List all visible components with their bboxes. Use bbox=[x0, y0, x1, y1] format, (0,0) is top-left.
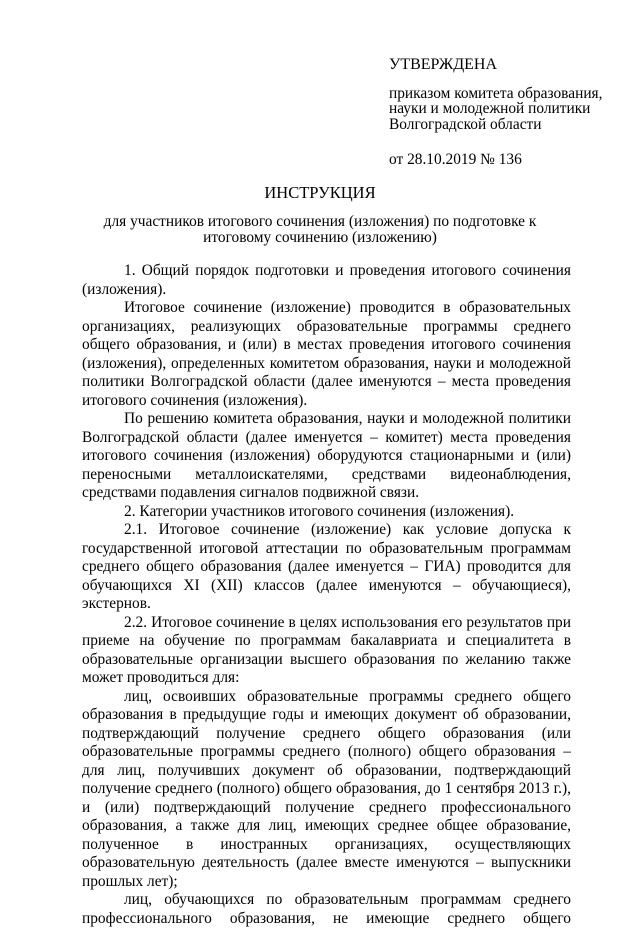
paragraph: лиц, обучающихся по образовательным программам среднего профессионального образования, не имеющие среднего общего bbox=[82, 891, 571, 927]
paragraph: 2.2. Итоговое сочинение в целях использования его результатов при приеме на обучение по программам бакалавриата и специалитета в образовательные организации высшего образования по желанию также может проводиться для: bbox=[82, 613, 571, 686]
approval-date: от 28.10.2019 № 136 bbox=[389, 150, 522, 168]
paragraph: лиц, освоивших образовательные программы среднего общего образования в предыдущие годы и имеющих документ об образовании, подтверждающий получение среднего общего образования (или образовательные программы среднего (полного) общего образования – для лиц, получивших документ об образовании, подтверждающий получение среднего (полного) общего образования, до 1 сентября 2013 г.), и (или) подтверждающий получение среднего профессионального образования, а также для лиц, имеющих среднее общее образование, полученное в иностранных организациях, осуществляющих образовательную деятельность (далее вместе именуются – выпускники прошлых лет); bbox=[82, 687, 571, 890]
document-subtitle: для участников итогового сочинения (изложения) по подготовке к итоговому сочинению (изложению) bbox=[103, 213, 537, 246]
paragraph: 2.1. Итоговое сочинение (изложение) как условие допуска к государственной итоговой аттестации по образовательным программам среднего общего образования (далее именуется – ГИА) проводится для обучающихся XI (XII) классов (далее именуются – обучающиеся), экстернов. bbox=[82, 521, 571, 612]
paragraph: По решению комитета образования, науки и молодежной политики Волгоградской области (далее именуется – комитет) места проведения итогового сочинения (изложения) оборудуются стационарными и (или) переносными металлоискателями, средствами видеонаблюдения, средствами подавления сигналов подвижной связи. bbox=[82, 410, 571, 501]
document-title: ИНСТРУКЦИЯ bbox=[264, 183, 376, 202]
approval-title: УТВЕРЖДЕНА bbox=[389, 56, 498, 73]
paragraph: Итоговое сочинение (изложение) проводится в образовательных организациях, реализующих образовательные программы среднего общего образования, и (или) в местах проведения итогового сочинения (изложения), определенных комитетом образования, науки и молодежной политики Волгоградской области (далее именуются – места проведения итогового сочинения (изложения). bbox=[82, 299, 571, 409]
approval-stamp bbox=[389, 55, 629, 169]
paragraph: 1. Общий порядок подготовки и проведения итогового сочинения (изложения). bbox=[82, 262, 571, 298]
paragraph: 2. Категории участников итогового сочинения (изложения). bbox=[124, 502, 515, 520]
approval-order-text: приказом комитета образования, науки и молодежной политики Волгоградской области bbox=[389, 85, 603, 133]
document-body bbox=[82, 262, 571, 928]
